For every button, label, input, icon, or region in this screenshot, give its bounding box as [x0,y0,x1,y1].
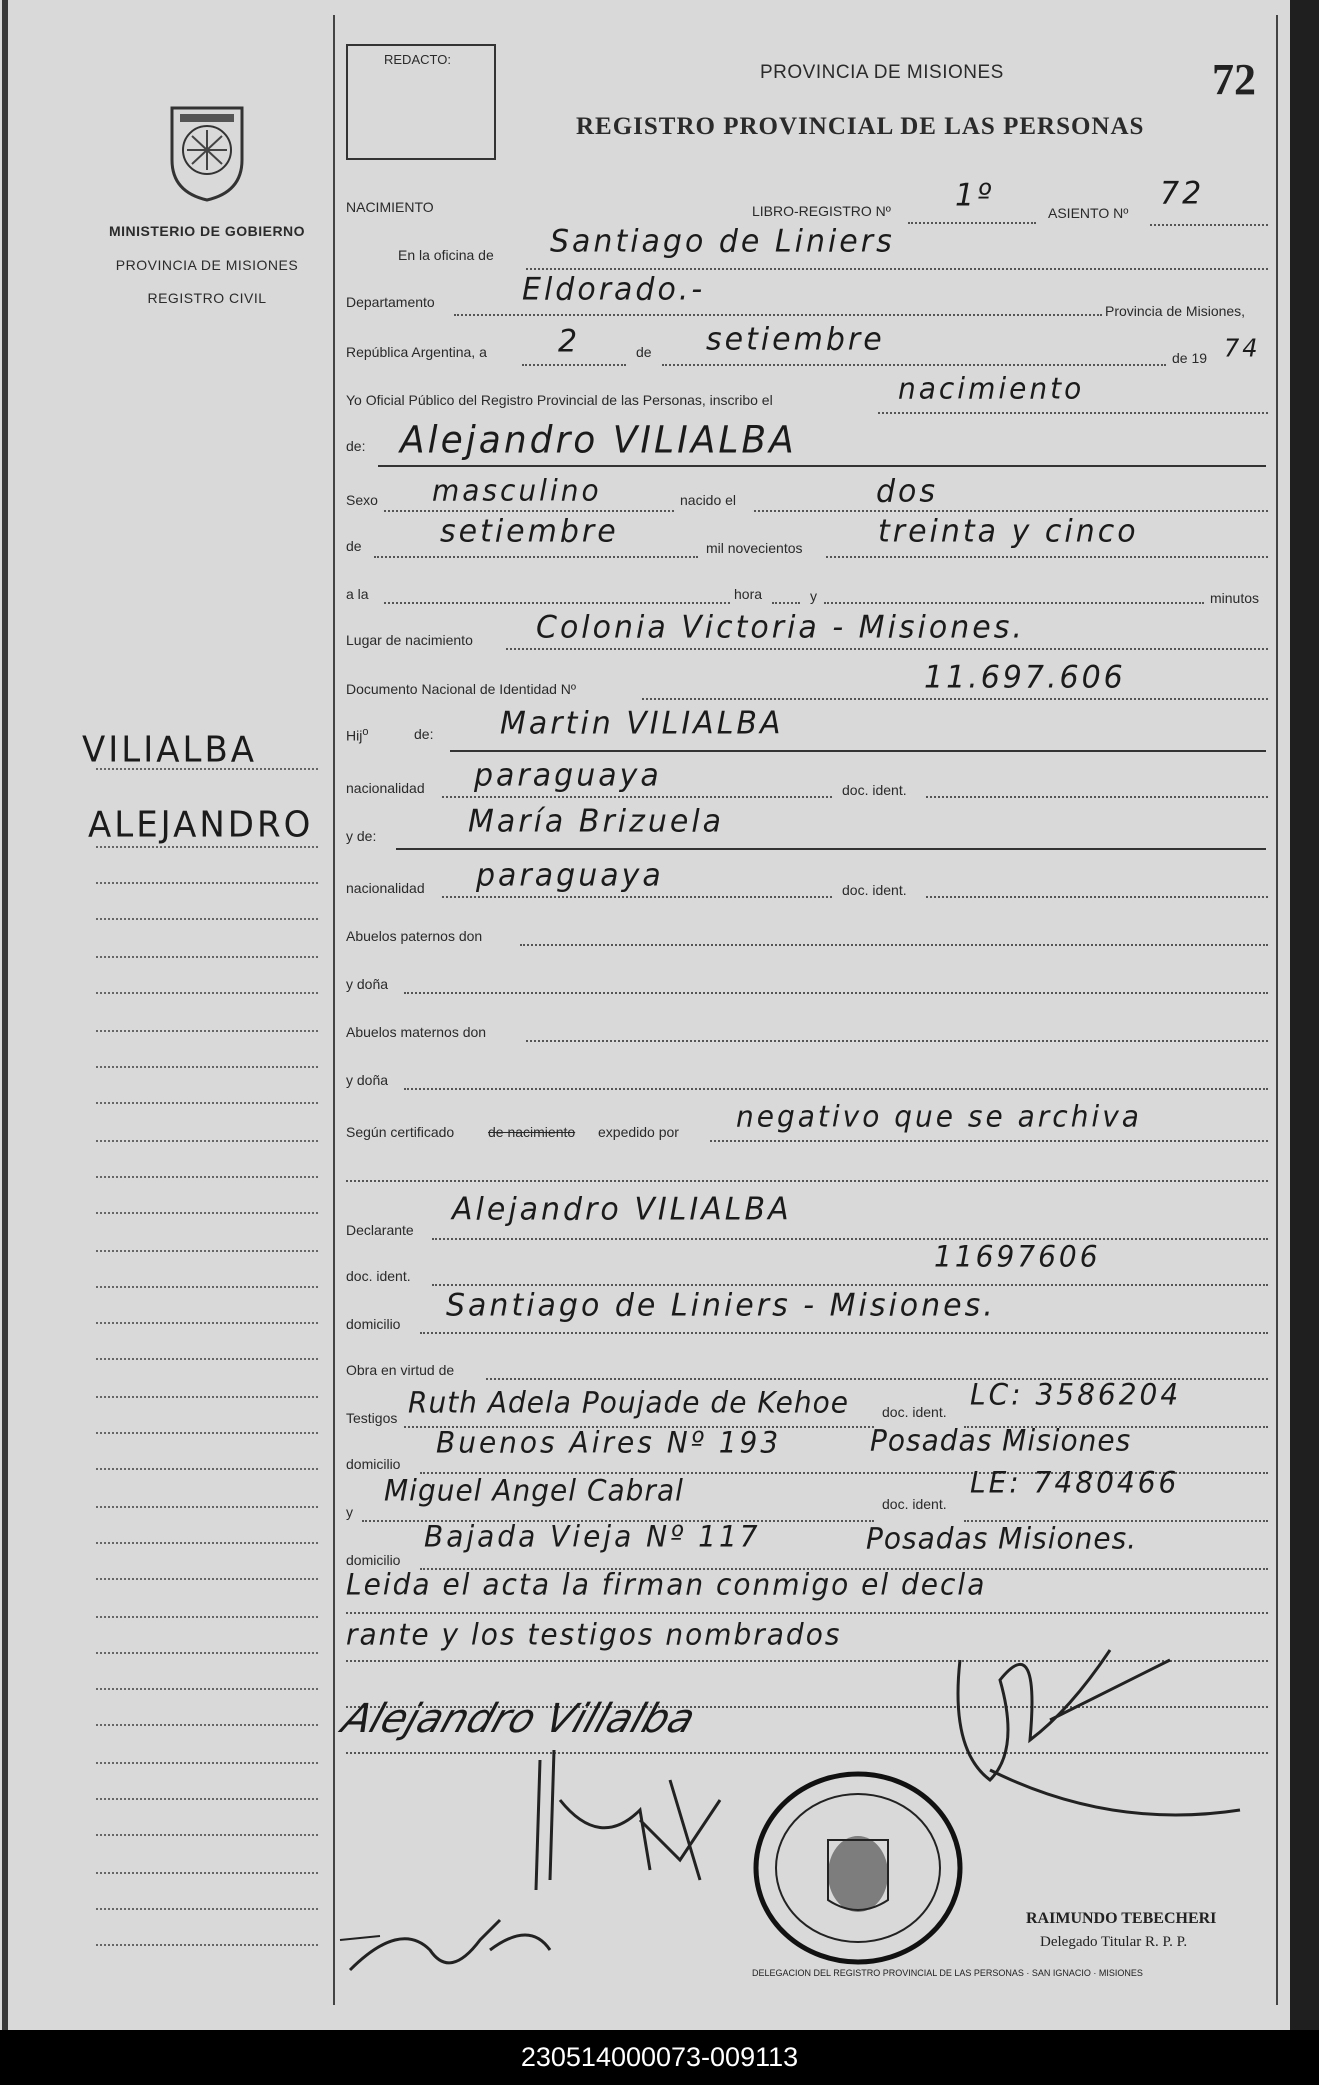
padre-doc-line [926,796,1268,798]
inscribo-line [878,412,1268,414]
lugar-line [506,648,1268,650]
departamento-line [454,314,1102,316]
madre-doc-line [926,896,1268,898]
dni-value: 11.697.606 [924,659,1126,696]
asiento-line [1150,224,1268,226]
nacido-dia-line [754,510,1268,512]
mes-value: setiembre [706,321,885,358]
obra-label: Obra en virtud de [346,1362,455,1378]
testigo1-dom-label: domicilio [346,1456,401,1472]
minutos-label: minutos [1210,590,1260,606]
decl-doc-label: doc. ident. [346,1268,411,1284]
official-stamp [752,1770,964,1966]
nacido-anio-line [826,556,1268,558]
page-right-edge [1290,0,1319,2030]
nacido-mes-value: setiembre [440,513,619,550]
testigo1-doc-label: doc. ident. [882,1404,947,1420]
declarante-label: Declarante [346,1222,414,1238]
lugar-label: Lugar de nacimiento [346,632,473,648]
nombre-value: Alejandro VILIALBA [400,418,797,463]
testigo2-dom-label: domicilio [346,1552,401,1568]
testigo1-city-value: Posadas Misiones [870,1423,1132,1458]
blank-line-1 [346,1180,1268,1182]
testigo2-value: Miguel Angel Cabral [384,1473,684,1508]
libro-label: LIBRO-REGISTRO Nº [752,203,891,219]
yde-label: y de: [346,828,377,844]
testigo1-dom-value: Buenos Aires Nº 193 [436,1425,782,1460]
testigo2-city-value: Posadas Misiones. [866,1521,1138,1556]
dni-label: Documento Nacional de Identidad Nº [346,681,577,697]
decl-doc-line [432,1284,1268,1286]
ministry-province: PROVINCIA DE MISIONES [115,257,299,273]
mil-label: mil novecientos [706,540,803,556]
ydona-1-label: y doña [346,976,389,992]
testigo2-dom-value: Bajada Vieja Nº 117 [424,1519,761,1554]
ala-line [384,602,730,604]
expedido-line [710,1140,1268,1142]
document-code-bar [0,2030,1319,2085]
abuelos-maternos-label: Abuelos maternos don [346,1024,487,1040]
hora-label: hora [734,586,763,602]
oficina-label: En la oficina de [398,247,494,263]
testigo2-doc-value: LE: 7480466 [970,1465,1180,1500]
decl-dom-line [420,1332,1268,1334]
de-nombre-label: de: [346,438,366,454]
margin-divider [333,15,335,2005]
madre-doc-label: doc. ident. [842,882,907,898]
de-year-label: de 19 [1172,350,1208,366]
acta-type-label: NACIMIENTO [346,199,434,215]
testigo1-doc-value: LC: 3586204 [970,1377,1182,1412]
mes-line [662,364,1166,366]
expedido-label: expedido por [598,1124,679,1140]
testigos-label: Testigos [346,1410,398,1426]
binding-edge [2,0,8,2030]
provincia-label: Provincia de Misiones, [1105,303,1246,319]
abuelos-paternos-label: Abuelos paternos don [346,928,483,944]
lugar-value: Colonia Victoria - Misiones. [536,609,1025,646]
de-nacimiento-strike: de nacimiento [488,1124,576,1140]
ministry-title: MINISTERIO DE GOBIERNO [108,223,306,239]
oficial-label: Yo Oficial Público del Registro Provincial de las Personas, inscribo el [346,392,773,408]
declarante-line [432,1238,1268,1240]
decl-doc-value: 11697606 [934,1239,1101,1274]
margin-given-name: ALEJANDRO [88,804,314,846]
de-label: de [636,344,652,360]
testigo1-value: Ruth Adela Poujade de Kehoe [408,1385,850,1420]
redacto-box [346,44,496,160]
nacido-dia-value: dos [876,473,939,510]
asiento-label: ASIENTO Nº [1048,205,1129,221]
sexo-label: Sexo [346,492,378,508]
officer-name: RAIMUNDO TEBECHERI [1026,1910,1217,1927]
departamento-value: Eldorado.- [522,271,706,308]
dni-line [642,698,1268,700]
libro-line [908,222,1036,224]
testigo2-doc-label: doc. ident. [882,1496,947,1512]
stamp-text: DELEGACION DEL REGISTRO PROVINCIAL DE LAS PERSONAS · SAN IGNACIO · MISIONES [752,1968,1143,1978]
padre-nac-value: paraguaya [474,757,662,794]
declarant-signature: Alejandro Villalba [336,1696,701,1742]
de2-label: de [346,538,362,554]
segun-label: Según certificado [346,1124,455,1140]
year-value: 74 [1224,333,1261,363]
nacido-mes-line [374,556,698,558]
libro-value: 1º [955,177,995,214]
closing-text-1: Leida el acta la firman conmigo el decla [346,1567,987,1602]
dia-line [522,364,626,366]
nombre-line [378,465,1266,467]
margin-surname: VILIALBA [82,729,258,771]
oficina-line [526,268,1268,270]
decl-dom-value: Santiago de Liniers - Misiones. [446,1287,996,1324]
padre-nac-label: nacionalidad [346,780,425,796]
hora-line [772,602,800,604]
madre-nac-value: paraguaya [476,857,664,894]
officer-title: Delegado Titular R. P. P. [1040,1934,1188,1950]
provincial-shield-icon [162,100,252,204]
y-label: y [810,588,817,604]
madre-nac-label: nacionalidad [346,880,425,896]
inscribo-value: nacimiento [898,371,1085,406]
decl-dom-label: domicilio [346,1316,401,1332]
sexo-value: masculino [432,473,602,508]
ydona-2-label: y doña [346,1072,389,1088]
expedido-value: negativo que se archiva [736,1099,1142,1134]
padre-value: Martin VILIALBA [500,705,784,742]
oficina-value: Santiago de Liniers [550,223,895,260]
closing-line-1 [346,1612,1268,1614]
declarante-value: Alejandro VILIALBA [452,1191,792,1228]
ydona-2-line [404,1088,1268,1090]
right-border [1276,15,1278,2005]
padre-line [450,750,1266,752]
abuelos-paternos-line [520,944,1268,946]
padre-nac-line [442,796,832,798]
y2-label: y [346,1504,353,1520]
ydona-1-line [404,992,1268,994]
nacido-label: nacido el [680,492,737,508]
minutos-line [824,602,1204,604]
sexo-line [384,510,674,512]
republica-label: República Argentina, a [346,344,487,360]
page-number: 72 [1212,55,1256,104]
hijo-de-label: de: [414,726,434,742]
province-heading: PROVINCIA DE MISIONES [760,62,1004,83]
padre-doc-label: doc. ident. [842,782,907,798]
hijo-label: Hij$^o$ [346,726,369,744]
nacido-anio-value: treinta y cinco [878,513,1139,550]
dia-value: 2 [558,323,581,360]
asiento-value: 72 [1160,175,1205,212]
redacto-label: REDACTO: [384,52,451,67]
madre-line [396,848,1266,850]
abuelos-maternos-line [526,1040,1268,1042]
closing-text-2: rante y los testigos nombrados [346,1617,842,1652]
madre-value: María Brizuela [468,803,725,840]
madre-nac-line [442,896,832,898]
officer-signature [930,1620,1270,1860]
registry-heading: REGISTRO PROVINCIAL DE LAS PERSONAS [576,113,1145,140]
ministry-registro: REGISTRO CIVIL [147,290,267,306]
ala-label: a la [346,586,369,602]
departamento-label: Departamento [346,294,435,310]
document-code: 230514000073-009113 [520,2042,799,2072]
